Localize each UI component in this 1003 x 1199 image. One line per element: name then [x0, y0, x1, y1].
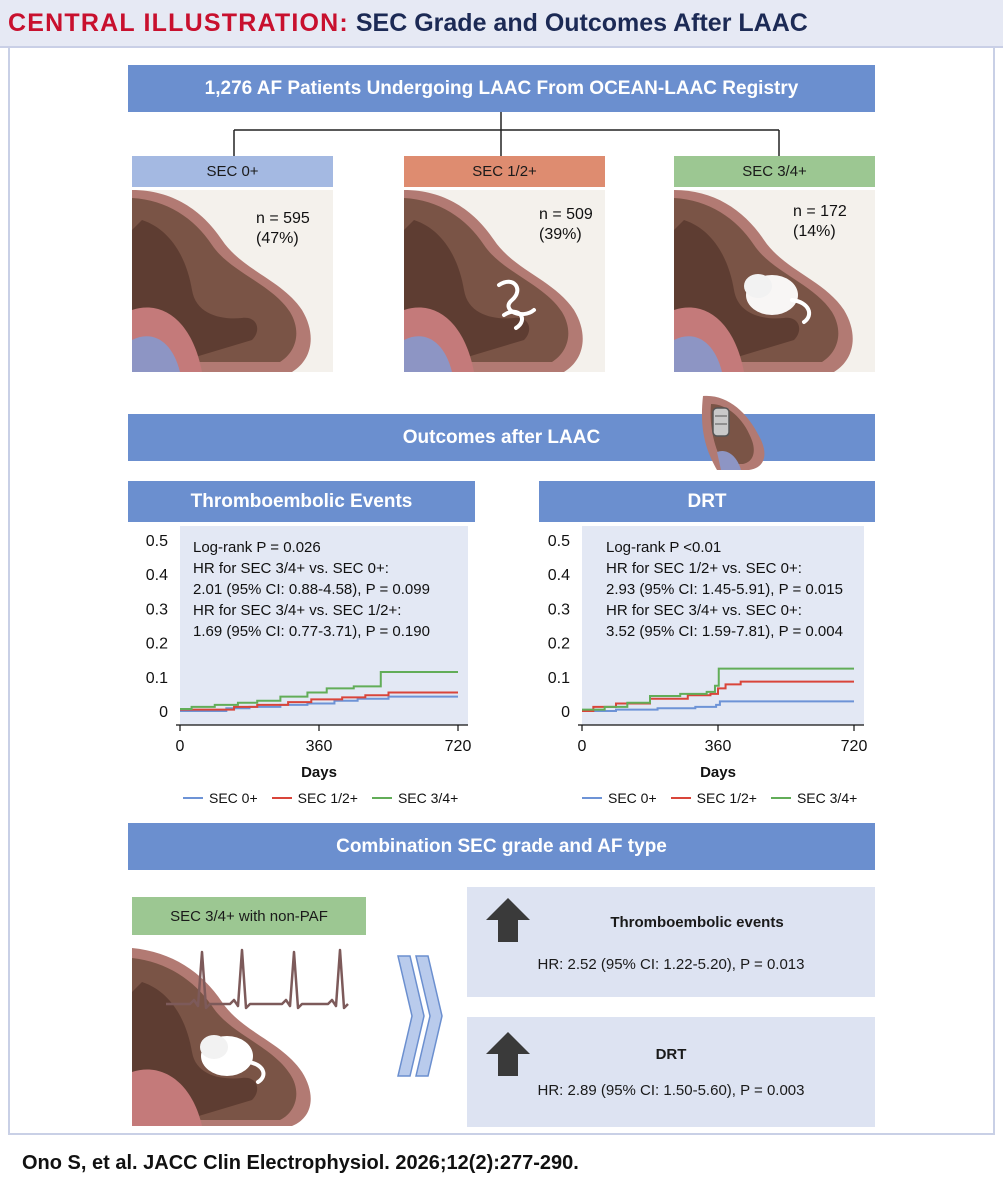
result-hr-thromboembolic: HR: 2.52 (95% CI: 1.22-5.20), P = 0.013	[537, 956, 805, 973]
stat-line: HR for SEC 1/2+ vs. SEC 0+:	[606, 560, 802, 577]
legend-swatch-sec34	[372, 797, 392, 799]
legend-swatch-sec0	[183, 797, 203, 799]
stat-line: Log-rank P <0.01	[606, 539, 722, 556]
n-sec0: n = 595	[256, 210, 310, 227]
combination-header: Combination SEC grade and AF type	[128, 823, 875, 870]
stat-line: Log-rank P = 0.026	[193, 539, 321, 556]
stat-line: 3.52 (95% CI: 1.59-7.81), P = 0.004	[606, 623, 843, 640]
y-tick-label: 0	[561, 704, 570, 721]
x-tick-label: 720	[840, 738, 868, 755]
y-tick-label: 0	[159, 704, 168, 721]
stat-line: 2.93 (95% CI: 1.45-5.91), P = 0.015	[606, 581, 843, 598]
heart-ecg-illustration	[132, 948, 366, 1126]
panel-header-thromboembolic: Thromboembolic Events	[128, 481, 475, 522]
y-tick-label: 0.5	[145, 533, 168, 550]
x-tick-label: 720	[444, 738, 472, 755]
y-tick-label: 0.4	[547, 567, 570, 585]
citation: Ono S, et al. JACC Clin Electrophysiol. 2026;12(2):277-290.	[22, 1152, 579, 1174]
y-tick-label: 0.1	[145, 669, 168, 687]
stat-line: 1.69 (95% CI: 0.77-3.71), P = 0.190	[193, 623, 430, 640]
up-arrow-icon	[484, 896, 532, 944]
y-tick-label: 0.4	[145, 567, 168, 585]
stat-line: 2.01 (95% CI: 0.88-4.58), P = 0.099	[193, 581, 430, 598]
legend-label-sec34: SEC 3/4+	[397, 790, 459, 806]
cohort-tree-lines	[0, 112, 1003, 158]
cohort-header: 1,276 AF Patients Undergoing LAAC From OCEAN-LAAC Registry	[128, 65, 875, 112]
y-tick-label: 0.2	[547, 635, 570, 653]
x-tick-label: 360	[305, 738, 333, 755]
pct-sec34: (14%)	[793, 223, 836, 240]
x-tick-label: 360	[704, 738, 732, 755]
legend-swatch-sec0	[582, 797, 602, 799]
result-label-drt: DRT	[655, 1046, 687, 1063]
legend-label-sec0: SEC 0+	[209, 790, 258, 806]
stat-line: HR for SEC 3/4+ vs. SEC 0+:	[193, 560, 389, 577]
banner-heading: SEC Grade and Outcomes After LAAC	[355, 9, 808, 37]
legend-drt	[582, 790, 857, 806]
result-label-thromboembolic: Thromboembolic events	[610, 914, 784, 931]
stats-drt	[606, 537, 843, 642]
stat-line: HR for SEC 3/4+ vs. SEC 1/2+:	[193, 602, 402, 619]
y-tick-label: 0.2	[145, 635, 168, 653]
laac-device-icon	[697, 392, 775, 472]
legend-label-sec0: SEC 0+	[608, 790, 657, 806]
legend-label-sec34: SEC 3/4+	[796, 790, 858, 806]
legend-label-sec12: SEC 1/2+	[297, 790, 358, 806]
x-axis-label: Days	[700, 764, 736, 781]
n-sec12: n = 509	[539, 206, 593, 223]
group-header-sec12: SEC 1/2+	[404, 156, 605, 187]
pct-sec0: (47%)	[256, 230, 299, 247]
group-header-sec0: SEC 0+	[132, 156, 333, 187]
legend-label-sec12: SEC 1/2+	[696, 790, 757, 806]
y-tick-label: 0.1	[547, 669, 570, 687]
stats-thromboembolic	[193, 537, 430, 642]
result-hr-drt: HR: 2.89 (95% CI: 1.50-5.60), P = 0.003	[537, 1082, 805, 1099]
legend-swatch-sec12	[671, 797, 691, 799]
group-header-sec34: SEC 3/4+	[674, 156, 875, 187]
double-chevron-arrow-icon	[394, 952, 446, 1080]
legend-swatch-sec12	[272, 797, 292, 799]
panel-header-drt: DRT	[539, 481, 875, 522]
stat-line: HR for SEC 3/4+ vs. SEC 0+:	[606, 602, 802, 619]
x-tick-label: 0	[577, 738, 587, 755]
legend-swatch-sec34	[771, 797, 791, 799]
n-sec34: n = 172	[793, 203, 847, 220]
subgroup-label: SEC 3/4+ with non-PAF	[132, 897, 366, 935]
x-axis-label: Days	[301, 764, 337, 781]
banner-label: CENTRAL ILLUSTRATION:	[8, 9, 349, 37]
legend-thromboembolic	[183, 790, 458, 806]
pct-sec12: (39%)	[539, 226, 582, 243]
y-tick-label: 0.5	[547, 533, 570, 550]
y-tick-label: 0.3	[547, 601, 570, 619]
y-tick-label: 0.3	[145, 601, 168, 619]
banner-title	[8, 9, 808, 38]
outcomes-header: Outcomes after LAAC	[128, 414, 875, 461]
x-tick-label: 0	[175, 738, 185, 755]
